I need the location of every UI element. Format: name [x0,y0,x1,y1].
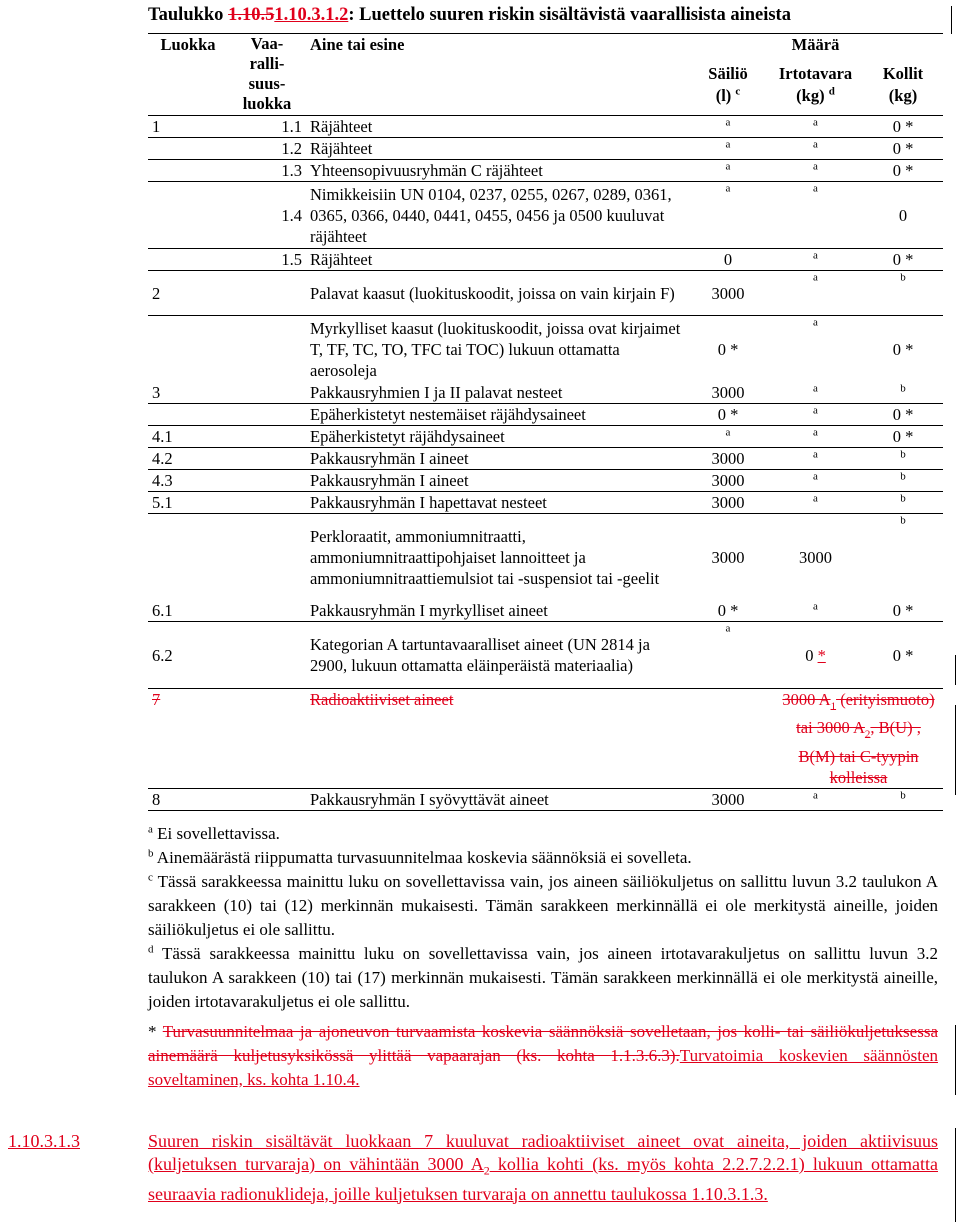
cell-aine: Perkloraatit, ammoniumnitraatti, ammoniumnitraattipohjaiset lannoitteet ja ammoniumnitraattiemulsiot tai -suspensiot tai -geelit [310,526,660,588]
footnote-ref: a [725,160,731,173]
cell-luokka: 5.1 [148,492,228,514]
cell-sailio [688,448,768,470]
row7-qty-part2: (erityismuoto) tai 3000 A [796,690,935,738]
cell-vaarallisuusluokka: 1.3 [228,160,306,182]
cell-luokka: 4.1 [148,426,228,448]
footnote-c [148,870,938,942]
cell-irtotavara [768,426,863,448]
cell-aine: Pakkausryhmän I myrkylliset aineet [306,600,688,622]
cell-irtotavara [768,138,863,160]
cell-sailio [688,492,768,514]
cell-luokka: 8 [148,788,228,810]
cell-value: 0 * [892,250,914,269]
cell-luokka: 7 [148,689,228,789]
cell-vaarallisuusluokka [228,492,306,514]
footnote-star [148,1020,938,1092]
row7-qty-sub1: 1 [830,700,837,713]
cell-kollit [863,382,943,404]
cell-value: 3000 [711,471,745,490]
cell-sailio [688,622,768,689]
footnote-ref: a [813,492,818,505]
cell-value: 0 * [717,339,739,359]
footnote-ref: b [900,492,906,505]
footnote-ref: a [813,470,818,483]
cell-sailio [688,382,768,404]
footnote-star-mark: * [148,1022,163,1041]
cell-value: 3000 [711,283,745,303]
header-sailio-sup: c [735,85,741,98]
footnote-ref: a [813,182,818,195]
cell-aine: Kategorian A tartuntavaaralliset aineet (UN 2814 ja 2900, lukuun ottamatta eläinperäistä materiaalia) [306,622,688,689]
change-bar [955,655,956,685]
table-row [148,160,943,182]
cell-sailio [688,316,768,383]
cell-vaarallisuusluokka: 1.1 [228,116,306,138]
footnote-ref: a [725,116,731,129]
cell-value: 3000 [711,493,745,512]
cell-value: 0 * [892,601,914,620]
cell-vaarallisuusluokka [228,426,306,448]
cell-kollit [863,470,943,492]
footnote-ref: a [813,426,818,439]
table-row [148,426,943,448]
cell-aine: Epäherkistetyt räjähdysaineet [306,426,688,448]
cell-vaarallisuusluokka: 1.4 [228,182,306,249]
cell-value: 0 * [892,117,914,136]
footnote-a-text: Ei sovellettavissa. [152,824,280,843]
footnote-star-inserted: Turvatoimia koskevien säännösten soveltaminen, ks. kohta 1.10.4. [148,1046,938,1089]
header-irtotavara: Irtotavara (kg) $^d$ [768,55,863,116]
footnote-d [148,942,938,1014]
cell-irtotavara [768,116,863,138]
cell-kollit [863,492,943,514]
footnote-ref: b [900,382,906,395]
cell-sailio [688,788,768,810]
cell-sailio [688,404,768,426]
change-bar [951,6,952,34]
section-text-part1: Suuren riskin sisältävät luokkaan 7 kuuluvat radioaktiiviset aineet ovat aineita, joiden aktiivisuus (kuljetuksen turvaraja) on vähintään 3000 A [148,1131,938,1174]
cell-vaarallisuusluokka [228,316,306,383]
cell-luokka [148,138,228,160]
cell-irtotavara [768,622,863,689]
cell-irtotavara [768,600,863,622]
table-row [148,182,943,249]
cell-vaarallisuusluokka: 1.2 [228,138,306,160]
table-row [148,788,943,810]
cell-vaarallisuusluokka [228,600,306,622]
cell-value: 0 * [717,405,739,424]
cell-sailio [688,160,768,182]
footnote-ref: a [813,600,818,613]
cell-kollit [863,426,943,448]
cell-irtotavara [768,382,863,404]
cell-irtotavara [768,788,863,810]
cell-luokka: 1 [148,116,228,138]
cell-irtotavara [768,271,863,316]
cell-kollit [863,160,943,182]
cell-luokka: 6.2 [148,622,228,689]
header-luokka: Luokka [148,34,228,116]
cell-sailio [688,182,768,249]
change-bar [955,705,956,795]
change-bar [955,1128,956,1222]
cell-vaarallisuusluokka [228,404,306,426]
cell-value: 3000 [711,789,745,809]
title-deleted-number: 1.10.5 [228,5,275,25]
header-vaarallisuusluokka: Vaa- ralli- suus- luokka [228,34,306,116]
table-row [148,271,943,316]
footnote-ref: a [813,789,818,802]
footnote-ref: a [725,182,731,195]
cell-row7-quantity [688,689,943,789]
cell-kollit [863,138,943,160]
cell-kollit [863,249,943,271]
cell-aine: Myrkylliset kaasut (luokituskoodit, joissa ovat kirjaimet T, TF, TC, TO, TFC tai TOC) lukuun ottamatta aerosoleja [310,318,681,380]
cell-vaarallisuusluokka [228,689,306,789]
cell-irtotavara [768,448,863,470]
cell-irtotavara [768,160,863,182]
cell-kollit [863,316,943,383]
cell-vaarallisuusluokka [228,470,306,492]
table-row [148,689,943,789]
table-row [148,448,943,470]
header-kollit: Kollit (kg) [863,55,943,116]
cell-value: 3000 [711,449,745,468]
footnote-ref: a [813,160,818,173]
cell-irtotavara [768,249,863,271]
table-row [148,600,943,622]
footnote-ref: b [900,514,906,527]
table-row [148,514,943,601]
footnote-c-mark: c [148,871,153,884]
table-row [148,622,943,689]
cell-aine: Palavat kaasut (luokituskoodit, joissa on vain kirjain F) [306,271,688,316]
cell-irtotavara [768,492,863,514]
footnote-ref: a [813,271,818,284]
footnote-b-text: Ainemäärästä riippumatta turvasuunnitelmaa koskevia säännöksiä ei sovelleta. [153,848,692,867]
footnote-ref: a [813,116,818,129]
cell-irtotavara [768,316,863,383]
cell-aine: Räjähteet [306,116,688,138]
cell-sailio [688,514,768,601]
footnote-ref: a [813,382,818,395]
cell-sailio [688,116,768,138]
footnotes [148,822,938,1092]
cell-kollit [863,622,943,689]
cell-kollit [863,600,943,622]
cell-sailio [688,600,768,622]
cell-luokka: 6.1 [148,600,228,622]
footnote-ref: b [900,448,906,461]
footnote-b [148,846,938,870]
cell-luokka: 4.2 [148,448,228,470]
cell-value: 0 * [717,601,739,620]
footnote-d-mark: d [148,943,154,956]
footnote-ref: a [725,426,731,439]
cell-vaarallisuusluokka [228,271,306,316]
cell-value-inserted: * [817,645,826,665]
table-row [148,249,943,271]
row7-qty-part3: , B(U) , B(M) tai C-tyypin kolleissa [798,718,921,787]
cell-kollit [863,116,943,138]
cell-luokka [148,404,228,426]
title-inserted-number: 1.10.3.1.2 [274,5,349,25]
cell-vaarallisuusluokka: 1.5 [228,249,306,271]
cell-value: 3000 [711,383,745,402]
table-row [148,116,943,138]
header-irtotavara-sup: d [828,85,835,98]
footnote-star-deleted: Turvasuunnitelmaa ja ajoneuvon turvaamista koskevia säännöksiä sovelletaan, jos kolli- tai säiliökuljetuksessa ainemäärä kuljetusyksikössä ylittää vapaarajan (ks. kohta 1.1.3.6.3). [148,1022,938,1065]
cell-luokka: 3 [148,382,228,404]
footnote-ref: a [813,316,818,329]
cell-irtotavara [768,182,863,249]
cell-luokka [148,514,228,601]
footnote-ref: a [725,138,731,151]
cell-value: 0 * [892,139,914,158]
footnote-ref: a [813,249,818,262]
hazard-table-body [148,34,943,811]
cell-value: 0 * [892,645,914,665]
footnote-ref: b [900,789,906,802]
cell-vaarallisuusluokka [228,514,306,601]
footnote-d-text: Tässä sarakkeessa mainittu luku on sovellettavissa vain, jos aineen irtotavarakuljetus on sallittu luvun 3.2 taulukon A sarakkeen (10) tai (17) merkinnän mukaisesti. Tämän sarakkeen merkinnällä ei ole merkitystä aineille, joiden irtotavarakuljetus ei ole sallittu. [148,944,938,1011]
section-text-sub: 2 [483,1163,490,1178]
cell-sailio [688,470,768,492]
row7-qty-sub2: 2 [864,728,871,741]
table-row [148,470,943,492]
table-row [148,404,943,426]
cell-kollit [863,788,943,810]
footnote-b-mark: b [148,847,154,860]
header-row-1 [148,34,943,56]
header-maara: Määrä [688,34,943,56]
cell-vaarallisuusluokka [228,622,306,689]
footnote-ref: a [813,138,818,151]
cell-aine: Pakkausryhmän I aineet [306,448,688,470]
cell-value: 0 * [892,161,914,180]
cell-irtotavara [768,514,863,601]
cell-kollit [863,271,943,316]
table-row [148,138,943,160]
footnote-ref: b [900,271,906,284]
table-row [148,492,943,514]
cell-aine: Radioaktiiviset aineet [306,689,688,789]
footnote-a-mark: a [148,823,153,836]
cell-aine: Pakkausryhmän I syövyttävät aineet [306,788,688,810]
cell-sailio [688,138,768,160]
footnote-ref: a [725,622,731,635]
cell-value: 0 [723,250,733,269]
cell-luokka: 2 [148,271,228,316]
cell-sailio [688,271,768,316]
cell-aine: Nimikkeisiin UN 0104, 0237, 0255, 0267, 0289, 0361, 0365, 0366, 0440, 0441, 0455, 0456 ja 0500 kuuluvat räjähteet [306,182,688,249]
cell-value: 3000 [799,547,832,567]
cell-value: 0 [898,205,908,225]
header-aine: Aine tai esine [306,34,688,116]
footnote-ref: b [900,470,906,483]
cell-value: 3000 [711,547,745,567]
change-bar [955,1025,956,1095]
title-prefix: Taulukko [148,5,229,25]
section-number: 1.10.3.1.3 [8,1131,80,1151]
footnote-ref: a [813,404,818,417]
cell-sailio [688,249,768,271]
cell-vaarallisuusluokka [228,382,306,404]
cell-luokka: 4.3 [148,470,228,492]
cell-value: 0 [805,645,818,665]
cell-luokka [148,316,228,383]
cell-vaarallisuusluokka [228,788,306,810]
footnote-c-text: Tässä sarakkeessa mainittu luku on sovellettavissa vain, jos aineen säiliökuljetus on sallittu luvun 3.2 taulukon A sarakkeen (10) tai (12) merkinnän mukaisesti. Tämän sarakkeen merkinnällä ei ole merkitystä aineille, joiden säiliökuljetus ei ole sallittu. [148,872,938,939]
cell-aine: Räjähteet [306,249,688,271]
cell-kollit [863,182,943,249]
section-text-part2: kollia kohti (ks. myös kohta 2.2.7.2.2.1) lukuun ottamatta seuraavia radionuklideja, joille kuljetuksen turvaraja on annettu taulukossa 1.10.3.1.3. [148,1154,938,1204]
cell-aine: Räjähteet [306,138,688,160]
cell-aine: Pakkausryhmän I aineet [306,470,688,492]
cell-aine: Epäherkistetyt nestemäiset räjähdysaineet [306,404,688,426]
cell-kollit [863,448,943,470]
table-row [148,316,943,383]
cell-luokka [148,160,228,182]
cell-irtotavara [768,404,863,426]
title-rest: : Luettelo suuren riskin sisältävistä vaarallisista aineista [348,5,791,25]
hazard-table [148,33,943,811]
cell-luokka [148,249,228,271]
cell-value: 0 * [892,405,914,424]
cell-value: 0 * [892,339,914,359]
cell-irtotavara [768,470,863,492]
cell-vaarallisuusluokka [228,448,306,470]
cell-value: 0 * [892,427,914,446]
cell-sailio [688,426,768,448]
footnote-ref: a [813,448,818,461]
header-sailio: Säiliö (l) $^c$ [688,55,768,116]
table-row [148,382,943,404]
cell-aine: Pakkausryhmien I ja II palavat nesteet [306,382,688,404]
cell-kollit [863,404,943,426]
cell-kollit [863,514,943,601]
cell-aine: Pakkausryhmän I hapettavat nesteet [306,492,688,514]
cell-luokka [148,182,228,249]
section-text [148,1130,938,1206]
cell-aine: Yhteensopivuusryhmän C räjähteet [306,160,688,182]
footnote-a [148,822,938,846]
page-title [148,5,791,26]
row7-qty-part1: 3000 A [782,690,831,709]
